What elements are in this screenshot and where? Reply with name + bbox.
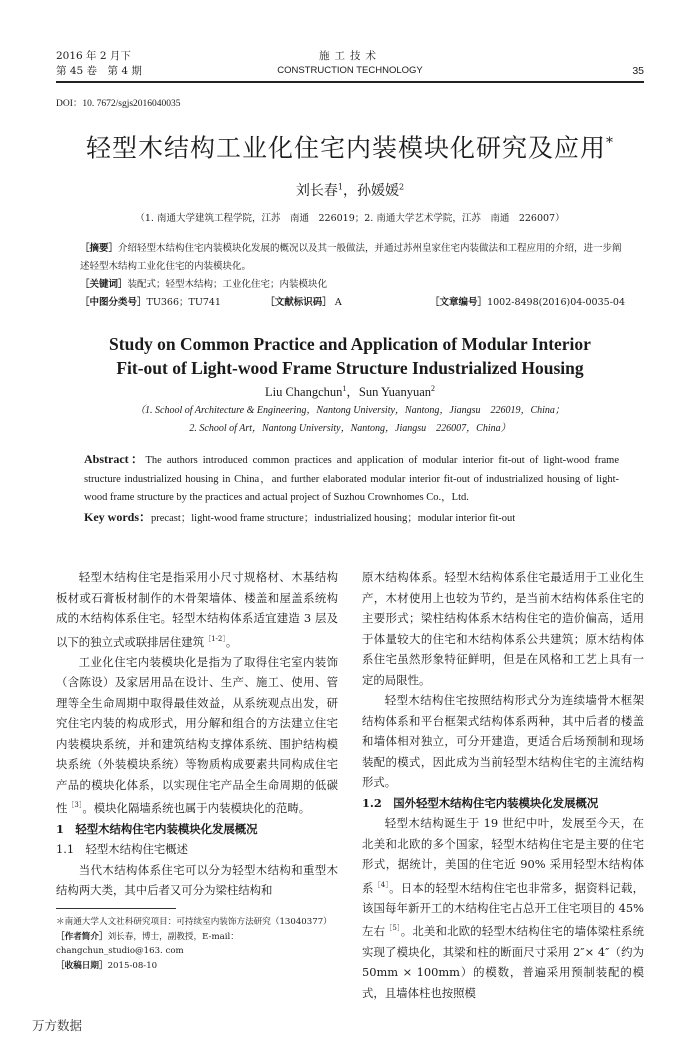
author-en-2-sup: 2	[431, 383, 436, 393]
title-en-line-1: Study on Common Practice and Application of Modular Interior	[109, 334, 591, 354]
citation[interactable]: ［1-2］	[204, 634, 226, 643]
paragraph-text: 。日本的轻型木结构住宅也非常多，据资料记载，该国每年新开工的木结构住宅占总开工住宅项目的 45% 左右	[362, 880, 644, 939]
authors-cn	[56, 180, 644, 200]
author-en-separator: ，	[346, 385, 359, 399]
paragraph: 轻型木结构住宅按照结构形式分为连续墙骨木框架结构体系和平台框架式结构体系两种，其中后者的楼盖和墙体相对独立，可分开建造，更适合后场预制和现场装配的模式，因此成为当前轻型木结构住宅的主流结构形式。	[362, 693, 644, 789]
running-header	[56, 49, 644, 83]
volume-issue: 第 45 卷 第 4 期	[56, 65, 142, 77]
citation[interactable]: ［3］	[67, 801, 83, 810]
paragraph-text: 。	[225, 634, 238, 649]
abstract-en	[84, 450, 619, 528]
section-heading-1-1: 1.1 轻型木结构住宅概述	[56, 842, 189, 857]
title-cn	[56, 126, 644, 165]
paragraph-text: 。模块化隔墙系统也属于内装模块化的范畴。	[82, 801, 311, 816]
footnotes	[56, 915, 338, 973]
title-footnote-mark: *	[606, 135, 614, 151]
citation[interactable]: ［4］	[373, 880, 390, 889]
abstract-en-label: Abstract：	[84, 452, 146, 466]
clc-label: ［中图分类号］	[80, 297, 147, 308]
author-cn-2: 孙媛媛	[357, 183, 399, 199]
journal-name-cn: 施工技术	[319, 50, 381, 62]
issue-date: 2016 年 2 月下	[56, 50, 131, 62]
footnote-received	[56, 959, 338, 974]
keywords-cn-label: ［关键词］	[80, 279, 128, 290]
paragraph-text: 轻型木结构诞生于 19 世纪中叶，发展至今天，在北美和北欧的多个国家，轻型木结构住宅是主要的住宅形式，据统计，美国的住宅近 90% 采用轻型木结构体系	[362, 816, 644, 895]
author-en-1-sup: 1	[342, 383, 347, 393]
keywords-en: precast；light-wood frame structure；industrialized housing；modular interior fit-out	[151, 512, 516, 524]
footnote-rule	[56, 908, 176, 909]
abstract-en-text: The authors introduced common practices and application of modular interior fit-out of light-wood frame structure industrialized housing in China，and further elaborated modular interior fit-out of industrialized housing of light-wood frame structure by the practices and actual project of Suzhou Crownhomes Co.，Ltd.	[84, 455, 620, 503]
page-number: 35	[632, 65, 644, 77]
author-cn-1: 刘长春	[295, 183, 338, 199]
abstract-cn-label: ［摘要］	[80, 243, 119, 254]
doc-code: A	[334, 297, 342, 308]
author-en-2: Sun Yuanyuan	[358, 385, 432, 399]
journal-name-en: CONSTRUCTION TECHNOLOGY	[277, 65, 423, 76]
footnote-fund: ＊南通大学人文社科研究项目：可持续室内装饰方法研究（13040377）	[56, 917, 332, 927]
body-column-right	[362, 567, 644, 1003]
author-en-1: Liu Changchun	[264, 385, 343, 399]
title-cn-text: 轻型木结构工业化住宅内装模块化研究及应用	[85, 133, 606, 163]
doc-code-label: ［文献标识码］	[265, 297, 332, 308]
author-separator: ，	[343, 183, 357, 199]
paragraph-text: 。北美和北欧的轻型木结构住宅的墙体梁柱系统实现了模块化，其梁和柱的断面尺寸采用 2″× 4″（约为 50mm × 100mm）的模数，普遍采用预制装配的模式，且墙体柱也按照模	[362, 924, 644, 1000]
affiliation-en-line-2: 2. School of Art，Nantong University，Nantong，Jiangsu 226007，China）	[189, 423, 511, 434]
affiliation-en-line-1: （1. School of Architecture & Engineering，Nantong University，Nantong，Jiangsu 226019，China；	[135, 405, 565, 416]
classification-row	[80, 294, 625, 312]
footnote-author-text: 刘长春，博士，副教授，E-mail：changchun_studio@163. com	[56, 931, 239, 956]
doi[interactable]: DOI：10. 7672/sgjs2016040035	[56, 99, 181, 109]
citation[interactable]: ［5］	[385, 924, 401, 933]
paragraph	[56, 567, 338, 652]
section-heading-1: 1 轻型木结构住宅内装模块化发展概况	[56, 821, 258, 836]
title-en	[56, 332, 644, 380]
affiliation-en	[56, 402, 644, 438]
article-number-label: ［文章编号］	[430, 297, 488, 308]
body-column-left	[56, 567, 338, 901]
abstract-cn	[80, 240, 625, 312]
keywords-en-label: Key words：	[84, 509, 151, 524]
paragraph-text: 工业化住宅内装模块化是指为了取得住宅室内装饰（含陈设）及家居用品在设计、生产、施工、使用、管理等全生命周期中取得最佳效益，从系统观点出发，研究住宅内装的构成形式，用分解和组合的方法建立住宅内装模块系统，并和建筑结构支撑体系统、围护结构模块系统（外装模块系统）等物质构成要素共同构成住宅产品的模块化体系，以实现住宅产品全生命周期的低碳性	[56, 654, 338, 816]
affiliation-cn: （1. 南通大学建筑工程学院，江苏 南通 226019；2. 南通大学艺术学院，江苏 南通 226007）	[135, 213, 565, 224]
paragraph: 原木结构体系。轻型木结构体系住宅最适用于工业化生产，木材使用上也较为节约，是当前木结构体系住宅的主要形式；梁柱结构体系木结构住宅的造价偏高，适用于体量较大的住宅和木结构体系公共建筑；原木结构体系住宅虽然形象特征鲜明，但是在风格和工艺上具有一定的局限性。	[362, 570, 644, 687]
watermark: 万方数据	[32, 1018, 83, 1033]
abstract-cn-text: 介绍轻型木结构住宅内装模块化发展的概况以及其一般做法，并通过苏州皇家住宅内装做法和工程应用的介绍，进一步阐述轻型木结构工业化住宅的内装模块化。	[80, 243, 622, 272]
footnote-received-label: ［收稿日期］	[56, 960, 108, 971]
author-cn-1-sup: 1	[337, 182, 343, 192]
title-en-line-2: Fit-out of Light-wood Frame Structure Industrialized Housing	[116, 358, 584, 378]
keywords-cn: 装配式；轻型木结构；工业化住宅；内装模块化	[127, 279, 328, 290]
paragraph: 当代木结构体系住宅可以分为轻型木结构和重型木结构两大类，其中后者又可分为梁柱结构和	[56, 862, 338, 898]
paragraph-text: 轻型木结构住宅是指采用小尺寸规格材、木基结构板材或石膏板材制作的木骨架墙体、楼盖和屋盖系统构成的木结构体系住宅。轻型木结构体系适宜建造 3 层及以下的独立式或联排居住建筑	[56, 570, 338, 649]
paragraph	[362, 813, 644, 1003]
footnote-author	[56, 930, 338, 959]
footnote-author-label: ［作者简介］	[56, 931, 108, 942]
header-rule	[56, 81, 644, 83]
author-cn-2-sup: 2	[399, 182, 405, 192]
section-heading-1-2: 1.2 国外轻型木结构住宅内装模块化发展概况	[362, 795, 599, 810]
clc-number: TU366；TU741	[146, 297, 221, 308]
article-number: 1002-8498(2016)04-0035-04	[487, 297, 625, 308]
authors-en	[56, 382, 644, 400]
paragraph	[56, 652, 338, 819]
footnote-received-date: 2015-08-10	[107, 960, 158, 971]
